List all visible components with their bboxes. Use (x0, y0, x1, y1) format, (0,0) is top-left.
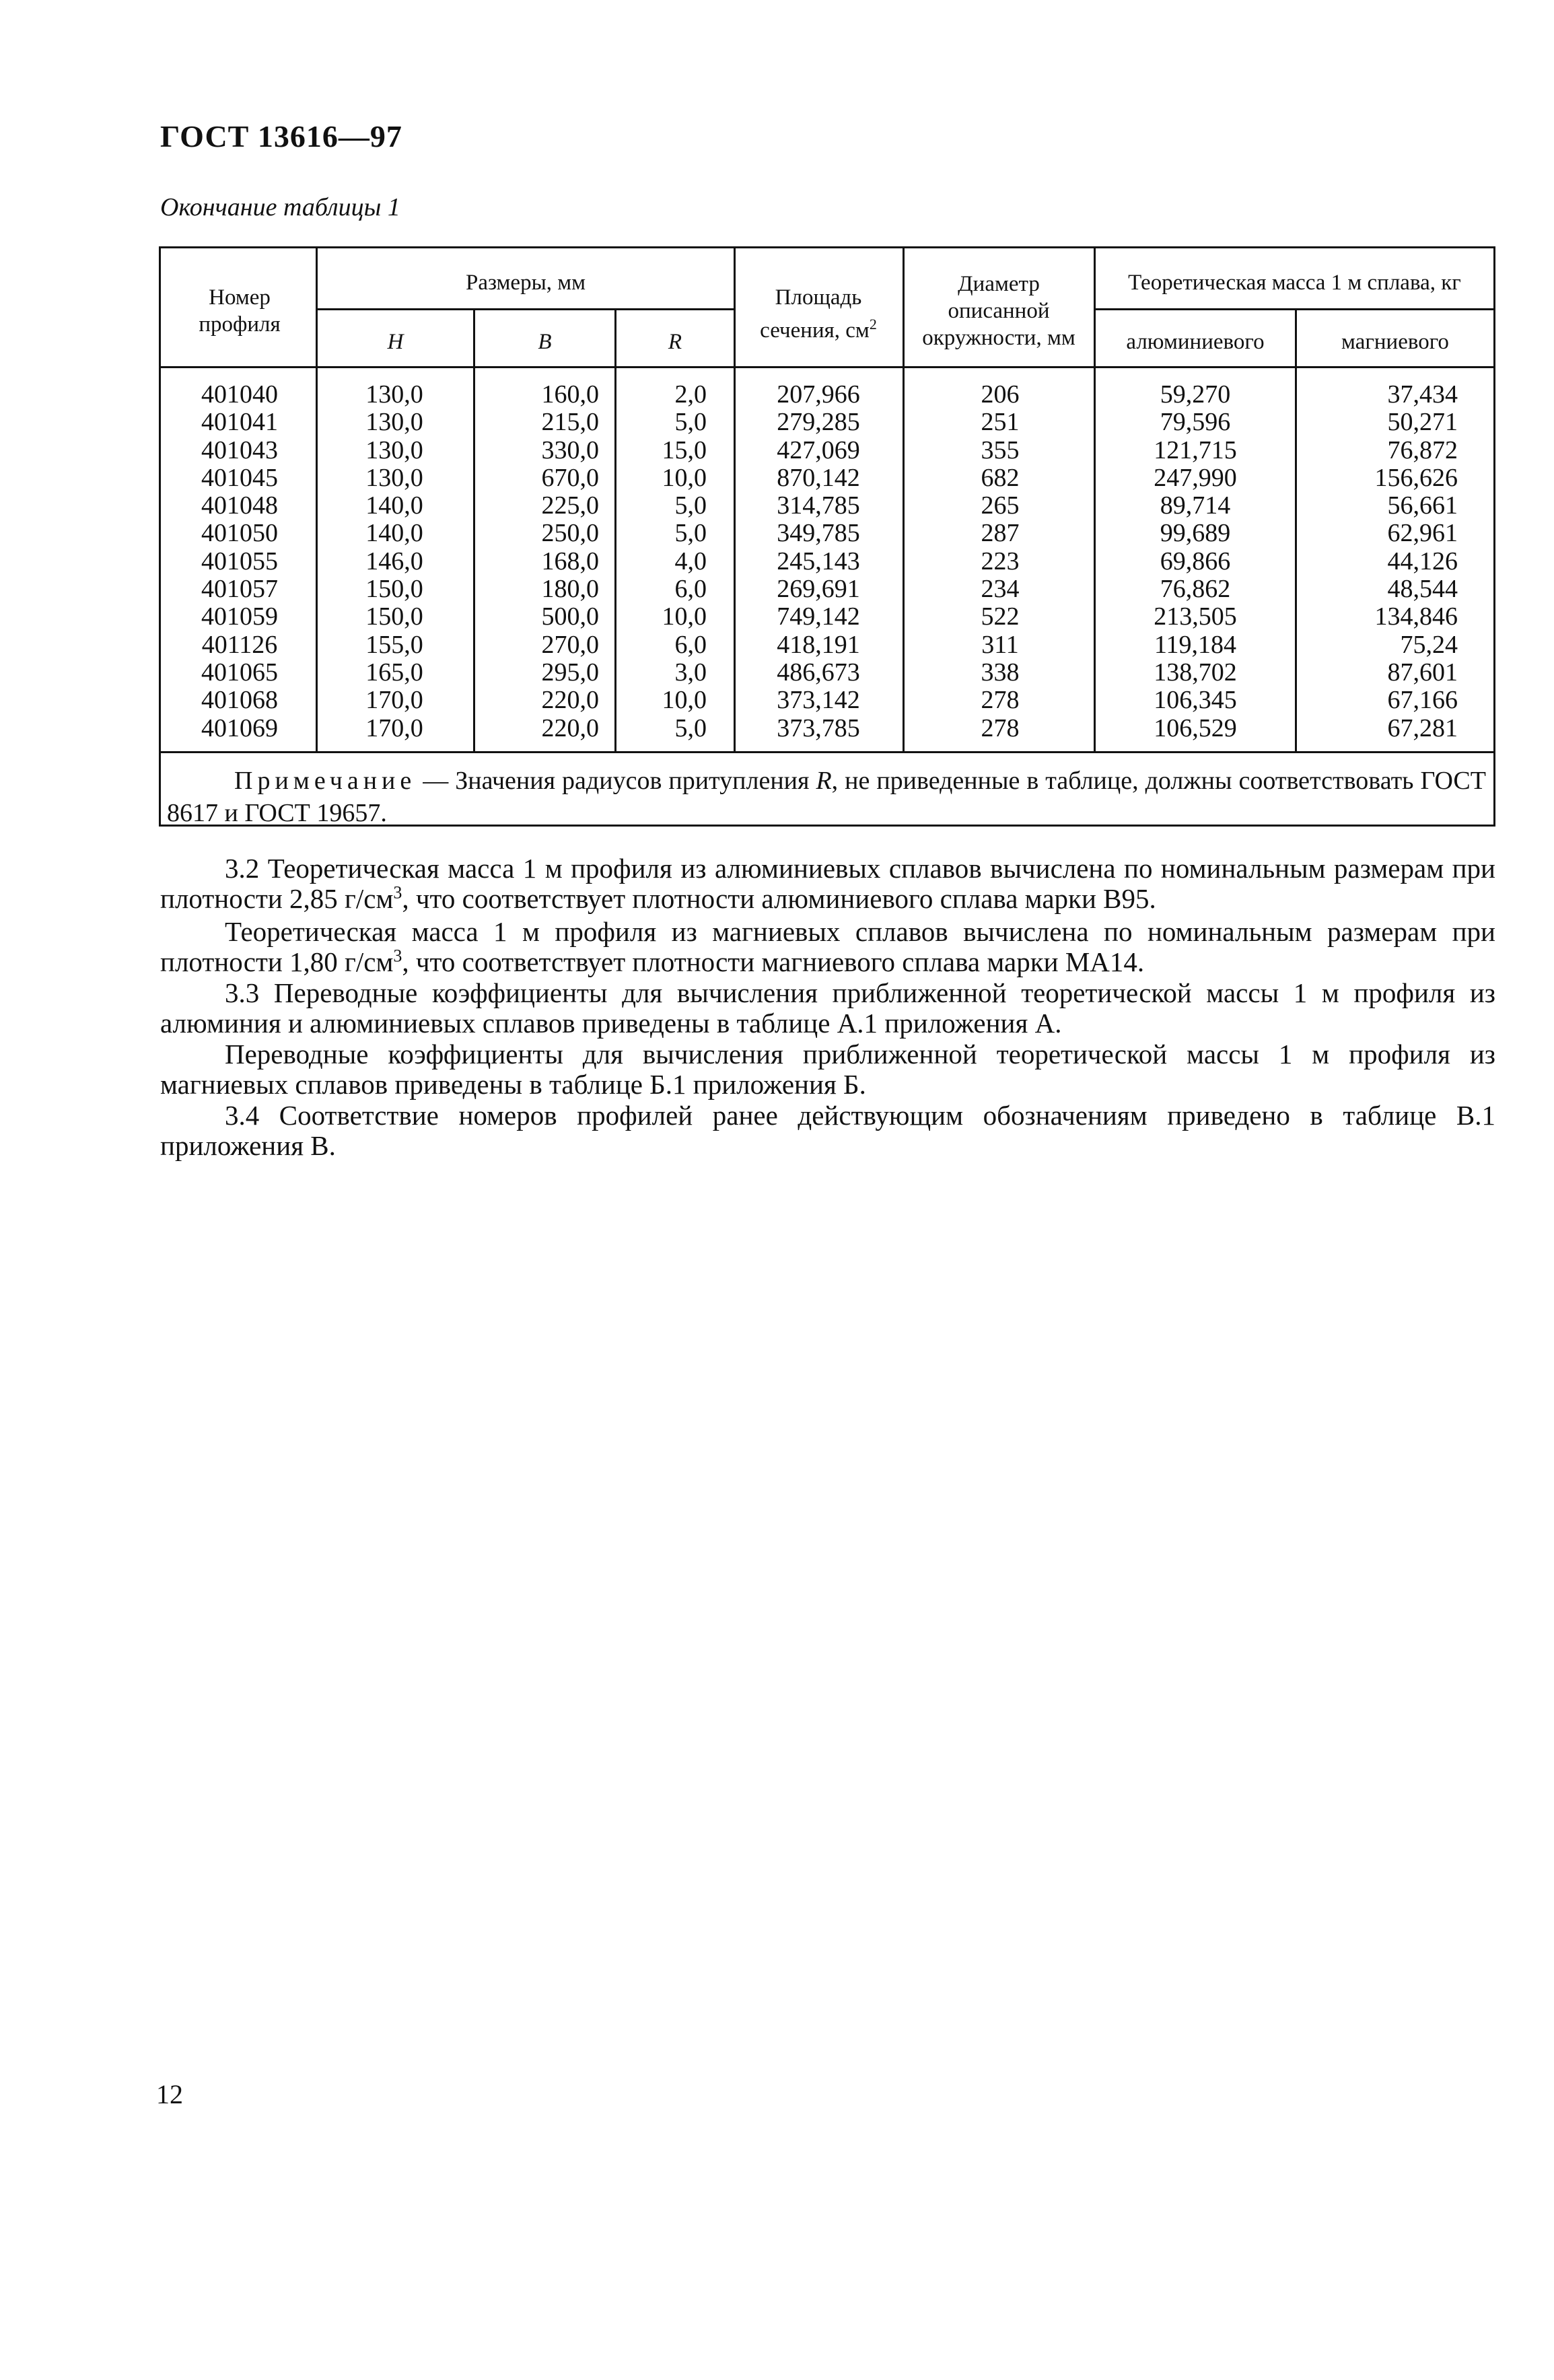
column-profile-number (186, 381, 293, 742)
table-cell: 349,785 (777, 519, 860, 548)
table-cell: 89,714 (1160, 491, 1231, 520)
table-cell: 59,270 (1160, 380, 1231, 409)
header-profile-number: Номер профиля (199, 285, 281, 337)
table-cell: 270,0 (541, 630, 599, 659)
col-line-5 (903, 246, 905, 751)
table-cell: 5,0 (674, 519, 707, 548)
table-cell: 106,345 (1154, 686, 1237, 715)
table-cell: 168,0 (541, 547, 599, 575)
table-border-right (1493, 246, 1495, 827)
table-cell: 106,529 (1154, 713, 1237, 742)
paragraph-3-2-tail: , что соответствует плотности алюминиевого сплава марки В95. (402, 883, 1156, 914)
table-cell: 223 (981, 547, 1020, 575)
table-border-left (159, 246, 161, 827)
table-cell: 427,069 (777, 435, 860, 464)
table-cell: 5,0 (674, 713, 707, 742)
table-cell: 150,0 (365, 575, 423, 604)
table-cell: 418,191 (777, 630, 860, 659)
table-cell: 5,0 (674, 491, 707, 520)
table-caption: Окончание таблицы 1 (160, 193, 400, 221)
column-r (623, 381, 707, 742)
table-cell: 401040 (201, 380, 278, 409)
table-cell: 401045 (201, 463, 278, 492)
table-cell: 10,0 (662, 463, 707, 492)
paragraph-3-4: 3.4 Соответствие номеров профилей ранее действующим обозначениям приведено в таблице В.1 приложения В. (160, 1100, 1495, 1161)
table-cell: 4,0 (674, 547, 707, 575)
paragraph-3-3: 3.3 Переводные коэффициенты для вычисления приближенной теоретической массы 1 м профиля из алюминия и алюминиевых сплавов приведены в таблице А.1 приложения А. (160, 977, 1495, 1039)
table-cell: 48,544 (1387, 575, 1458, 604)
table-cell: 401069 (201, 713, 278, 742)
table-cell: 213,505 (1154, 602, 1237, 631)
table-cell: 220,0 (541, 686, 599, 715)
column-h (327, 381, 462, 742)
table-cell: 500,0 (541, 602, 599, 631)
table-cell: 2,0 (674, 380, 707, 409)
table-cell: 215,0 (541, 408, 599, 437)
table-cell: 3,0 (674, 658, 707, 687)
table-cell: 250,0 (541, 519, 599, 548)
col-line-7 (1295, 308, 1297, 751)
table-cell: 338 (981, 658, 1020, 687)
table-cell: 278 (981, 686, 1020, 715)
header-area-label: Площадь сечения, см (760, 285, 870, 343)
paragraph-magnesium-mass (160, 917, 1495, 977)
table-cell: 401043 (201, 435, 278, 464)
paragraph-magnesium-sup: 3 (393, 946, 402, 966)
table-cell: 401041 (201, 408, 278, 437)
table-cell: 749,142 (777, 602, 860, 631)
table-cell: 140,0 (365, 491, 423, 520)
table-cell: 37,434 (1387, 380, 1458, 409)
page-number: 12 (156, 2079, 183, 2109)
table-cell: 50,271 (1387, 408, 1458, 437)
table-cell: 140,0 (365, 519, 423, 548)
table-note (167, 765, 1486, 829)
table-cell: 134,846 (1374, 602, 1458, 631)
table-cell: 330,0 (541, 435, 599, 464)
col-line-2 (473, 308, 475, 751)
profile-table (159, 246, 1495, 827)
table-cell: 373,785 (777, 713, 860, 742)
table-cell: 670,0 (541, 463, 599, 492)
note-text-a: — Значения радиусов притупления (416, 767, 816, 795)
table-cell: 225,0 (541, 491, 599, 520)
paragraph-3-2-text: 3.2 Теоретическая масса 1 м профиля из алюминиевых сплавов вычислена по номинальным размерам при плотности 2,85 г/см (160, 853, 1495, 914)
table-cell: 245,143 (777, 547, 860, 575)
column-b (482, 381, 599, 742)
table-cell: 75,24 (1400, 630, 1458, 659)
table-cell: 119,184 (1154, 630, 1237, 659)
paragraph-3-2 (160, 853, 1495, 914)
table-cell: 220,0 (541, 713, 599, 742)
table-cell: 265 (981, 491, 1020, 520)
table-cell: 170,0 (365, 686, 423, 715)
table-cell: 5,0 (674, 408, 707, 437)
table-cell: 87,601 (1387, 658, 1458, 687)
column-aluminum-mass (1108, 381, 1283, 742)
table-cell: 314,785 (777, 491, 860, 520)
table-cell: 130,0 (365, 408, 423, 437)
table-cell: 10,0 (662, 686, 707, 715)
table-cell: 373,142 (777, 686, 860, 715)
table-cell: 56,661 (1387, 491, 1458, 520)
table-cell: 355 (981, 435, 1020, 464)
col-line-6 (1094, 246, 1096, 751)
table-cell: 234 (981, 575, 1020, 604)
table-cell: 160,0 (541, 380, 599, 409)
column-area (748, 381, 889, 742)
paragraph-magnesium-text: Теоретическая масса 1 м профиля из магниевых сплавов вычислена по номинальным размерам при плотности 1,80 г/см (160, 916, 1495, 977)
table-cell: 401065 (201, 658, 278, 687)
table-cell: 121,715 (1154, 435, 1237, 464)
table-cell: 247,990 (1154, 463, 1237, 492)
table-cell: 295,0 (541, 658, 599, 687)
table-cell: 401057 (201, 575, 278, 604)
table-cell: 138,702 (1154, 658, 1237, 687)
table-cell: 682 (981, 463, 1020, 492)
document-title: ГОСТ 13616—97 (160, 119, 402, 153)
table-cell: 251 (981, 408, 1020, 437)
header-r: R (668, 330, 682, 354)
table-cell: 180,0 (541, 575, 599, 604)
paragraph-3-2-sup: 3 (393, 882, 402, 903)
table-cell: 62,961 (1387, 519, 1458, 548)
table-cell: 311 (981, 630, 1019, 659)
table-cell: 170,0 (365, 713, 423, 742)
header-h: H (387, 330, 404, 354)
header-b: B (538, 330, 552, 354)
table-cell: 486,673 (777, 658, 860, 687)
note-label: Примечание (234, 767, 417, 795)
table-cell: 206 (981, 380, 1020, 409)
table-cell: 130,0 (365, 463, 423, 492)
table-cell: 130,0 (365, 380, 423, 409)
header-aluminum: алюминиевого (1126, 330, 1265, 354)
table-cell: 15,0 (662, 435, 707, 464)
table-cell: 401055 (201, 547, 278, 575)
table-cell: 207,966 (777, 380, 860, 409)
table-cell: 6,0 (674, 630, 707, 659)
table-cell: 870,142 (777, 463, 860, 492)
table-cell: 69,866 (1160, 547, 1231, 575)
header-dimensions: Размеры, мм (465, 271, 586, 295)
note-text-b: , не приведенные в таблице, должны соответствовать ГОСТ 8617 и ГОСТ 19657. (167, 767, 1486, 827)
table-cell: 156,626 (1374, 463, 1458, 492)
header-subline-dimensions (316, 308, 736, 310)
col-line-4 (734, 246, 736, 751)
table-cell: 279,285 (777, 408, 860, 437)
table-cell: 401048 (201, 491, 278, 520)
paragraph-magnesium-tail: , что соответствует плотности магниевого сплава марки МА14. (402, 946, 1145, 977)
table-cell: 44,126 (1387, 547, 1458, 575)
header-magnesium: магниевого (1341, 330, 1449, 354)
col-line-1 (316, 246, 318, 751)
table-body-bottom-line (159, 751, 1495, 753)
table-cell: 67,281 (1387, 713, 1458, 742)
table-cell: 6,0 (674, 575, 707, 604)
table-border-top (159, 246, 1495, 248)
paragraph-coefficients-magnesium: Переводные коэффициенты для вычисления приближенной теоретической массы 1 м профиля из магниевых сплавов приведены в таблице Б.1 приложения Б. (160, 1039, 1495, 1100)
table-cell: 401059 (201, 602, 278, 631)
table-cell: 401050 (201, 519, 278, 548)
table-cell: 287 (981, 519, 1020, 548)
table-cell: 76,872 (1387, 435, 1458, 464)
table-cell: 146,0 (365, 547, 423, 575)
table-cell: 269,691 (777, 575, 860, 604)
table-cell: 67,166 (1387, 686, 1458, 715)
table-cell: 79,596 (1160, 408, 1231, 437)
table-cell: 10,0 (662, 602, 707, 631)
header-area-sup: 2 (869, 316, 877, 332)
table-cell: 401126 (201, 630, 278, 659)
column-diameter (919, 381, 1081, 742)
table-cell: 278 (981, 713, 1020, 742)
table-cell: 130,0 (365, 435, 423, 464)
table-cell: 76,862 (1160, 575, 1231, 604)
table-cell: 522 (981, 602, 1020, 631)
table-cell: 150,0 (365, 602, 423, 631)
header-mass: Теоретическая масса 1 м сплава, кг (1128, 271, 1461, 295)
note-text-r: R (816, 767, 832, 795)
column-magnesium-mass (1303, 381, 1458, 742)
table-cell: 401068 (201, 686, 278, 715)
table-cell: 155,0 (365, 630, 423, 659)
col-line-3 (614, 308, 616, 751)
header-area (744, 284, 892, 344)
header-diameter: Диаметр описанной окружности, мм (922, 272, 1075, 350)
table-cell: 165,0 (365, 658, 423, 687)
table-cell: 99,689 (1160, 519, 1231, 548)
